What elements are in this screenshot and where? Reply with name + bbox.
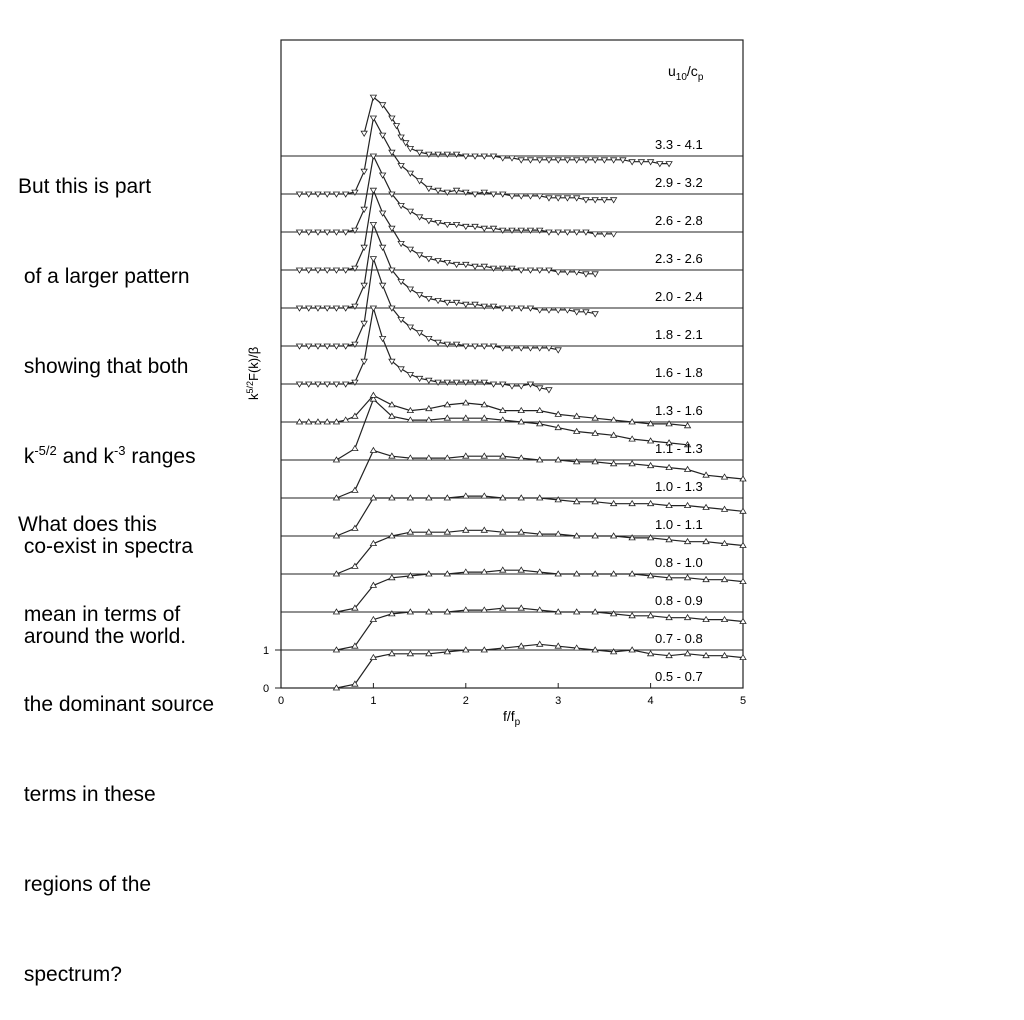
x-axis-label [503,708,521,728]
data-point-marker [380,336,386,341]
para1-line-3: showing that both [18,355,189,378]
series-label: 1.6 - 1.8 [655,365,703,380]
series-label: 2.9 - 3.2 [655,175,703,190]
series-label: 1.3 - 1.6 [655,403,703,418]
legend-title-c: /c [686,63,698,79]
data-point-marker [370,116,376,121]
series-label: 2.0 - 2.4 [655,289,703,304]
y-tick-label: 0 [262,683,270,695]
data-point-marker [361,207,367,212]
para1-and-k: and k [56,445,114,468]
series-line [300,395,688,425]
y-axis-label-k: k [246,393,261,400]
series-label: 2.3 - 2.6 [655,251,703,266]
y-axis-label-rest: F(k)/β [246,346,261,381]
para1-line-5: co-exist in spectra [18,535,194,558]
x-axis-ticks [278,683,746,707]
data-point-marker [389,116,395,121]
para2-line-6: spectrum? [18,963,122,986]
x-tick-label: 2 [462,695,469,707]
data-point-marker [398,203,404,208]
para1-exponent-1: -5/2 [34,443,57,458]
legend-title [668,63,704,83]
data-point-marker [555,348,561,353]
para2-line-4: terms in these [18,783,156,806]
series-label: 1.0 - 1.3 [655,479,703,494]
series-line [364,97,669,164]
x-tick-label: 4 [647,695,654,707]
para1-line-6: around the world. [18,625,187,648]
data-point-marker [352,446,358,451]
data-point-marker [389,226,395,231]
legend-title-sub-10: 10 [675,72,687,83]
data-point-marker [592,312,598,317]
data-point-marker [380,245,386,250]
y-axis-ticks [263,645,281,695]
data-point-marker [685,651,691,656]
data-point-marker [361,169,367,174]
data-point-marker [361,359,367,364]
data-point-marker [370,448,376,453]
para1-line-1: But this is part [18,175,152,198]
data-point-marker [352,525,358,530]
data-point-marker [352,487,358,492]
series-label: 0.5 - 0.7 [655,669,703,684]
series-labels [655,137,703,684]
data-point-marker [370,257,376,262]
series-label: 0.7 - 0.8 [655,631,703,646]
data-point-marker [546,388,552,393]
series-label: 1.0 - 1.1 [655,517,703,532]
series-label: 0.8 - 0.9 [655,593,703,608]
para2-line-3: the dominant source [18,693,215,716]
para1-line-2: of a larger pattern [18,265,190,288]
legend-title-u: u [668,63,676,79]
data-point-marker [333,457,339,462]
data-point-marker [629,647,635,652]
para2-line-1: What does this [18,513,157,536]
x-axis-label-main: f/f [503,708,515,724]
y-axis-label [245,347,261,400]
series-label: 1.8 - 2.1 [655,327,703,342]
legend-title-sub-p: p [697,72,704,83]
data-point-marker [370,154,376,159]
x-tick-label: 0 [277,695,285,707]
data-point-marker [407,209,413,214]
para1-k-1: k [18,445,35,468]
series-label: 2.6 - 2.8 [655,213,703,228]
data-point-marker [407,325,413,330]
series-line [336,399,687,460]
data-point-marker [398,241,404,246]
data-point-marker [361,321,367,326]
data-point-marker [370,392,376,397]
para2-line-2: mean in terms of [18,603,181,626]
data-point-marker [417,331,423,336]
x-tick-label: 5 [739,695,747,707]
data-point-marker [398,367,404,372]
data-point-marker [463,400,469,405]
y-axis-label-exponent: 5/2 [245,380,255,394]
para2-line-5: regions of the [18,873,152,896]
y-tick-label: 1 [262,645,270,657]
data-point-marker [370,306,376,311]
series-label: 3.3 - 4.1 [655,137,703,152]
para1-ranges: ranges [125,445,196,468]
x-tick-label: 1 [370,695,377,707]
x-axis-label-sub: p [514,717,521,728]
data-point-marker [361,131,367,136]
data-point-marker [380,283,386,288]
data-point-marker [472,192,478,197]
data-point-marker [380,211,386,216]
data-point-marker [394,124,400,129]
data-point-marker [407,247,413,252]
data-point-marker [370,222,376,227]
data-point-marker [537,641,543,646]
data-point-marker [361,283,367,288]
data-point-marker [370,188,376,193]
series-label: 1.1 - 1.3 [655,441,703,456]
data-point-marker [380,133,386,138]
x-tick-label: 3 [555,695,562,707]
data-point-marker [380,173,386,178]
data-point-marker [407,287,413,292]
series-label: 0.8 - 1.0 [655,555,703,570]
data-point-marker [361,245,367,250]
para1-exponent-2: -3 [113,443,126,458]
